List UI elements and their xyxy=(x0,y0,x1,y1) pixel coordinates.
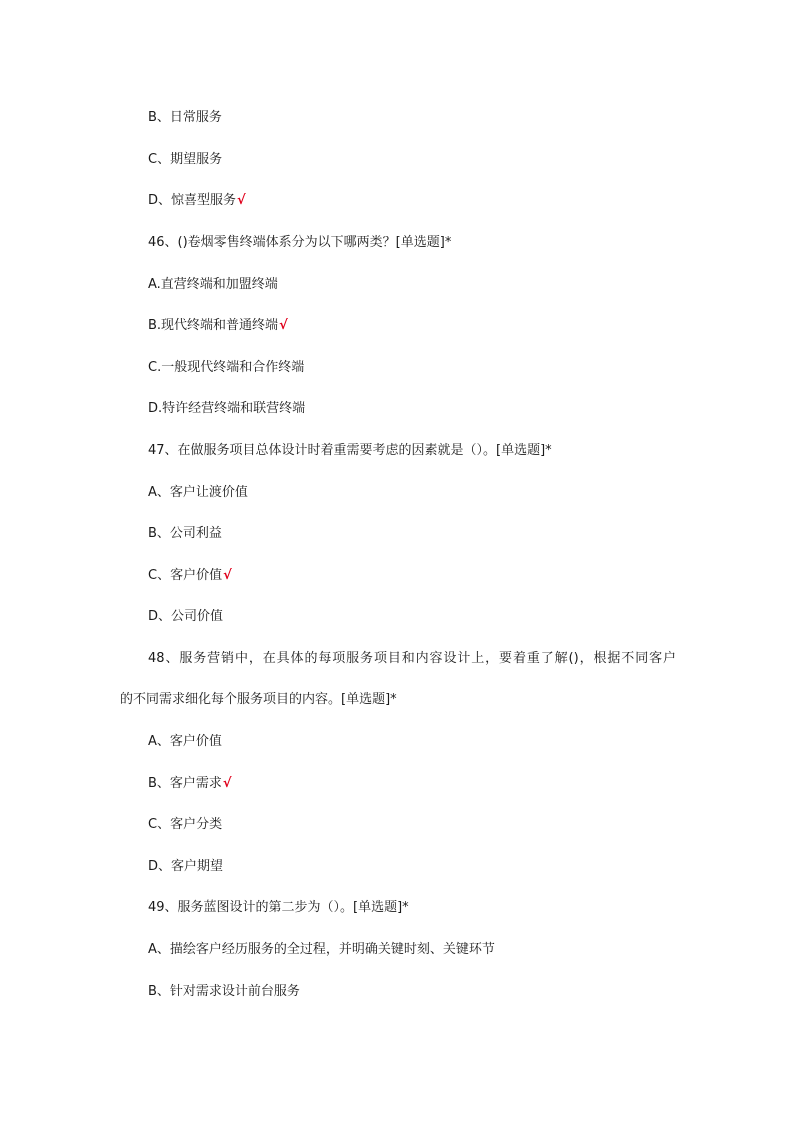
option-text: B、针对需求设计前台服务 xyxy=(148,984,300,999)
option-text: D、客户期望 xyxy=(148,859,224,874)
option-text: B.现代终端和普通终端 xyxy=(148,318,279,333)
q48-option-a xyxy=(148,733,222,751)
q45-option-c xyxy=(148,151,222,169)
correct-check-icon: √ xyxy=(222,776,232,791)
option-text: C、客户分类 xyxy=(148,817,223,832)
option-text: B、日常服务 xyxy=(148,110,222,125)
option-text: C、客户价值 xyxy=(148,568,223,583)
q47-option-d xyxy=(148,608,223,626)
q48-option-b xyxy=(148,775,232,793)
q48-option-d xyxy=(148,858,223,876)
q49-option-a xyxy=(148,941,495,959)
q47-question xyxy=(148,442,552,460)
q48-option-c xyxy=(148,816,222,834)
question-text: 的不同需求细化每个服务项目的内容。[单选题]* xyxy=(120,692,397,707)
correct-check-icon: √ xyxy=(279,318,288,333)
option-text: A、描绘客户经历服务的全过程，并明确关键时刻、关键环节 xyxy=(148,942,495,957)
option-text: A、客户价值 xyxy=(148,734,222,749)
q46-option-b xyxy=(148,317,288,335)
option-text: A、客户让渡价值 xyxy=(148,485,248,500)
correct-check-icon: √ xyxy=(223,568,232,583)
q45-option-d xyxy=(148,192,246,210)
q47-option-c xyxy=(148,567,232,585)
question-text: 48、服务营销中，在具体的每项服务项目和内容设计上，要着重了解()，根据不同客户 xyxy=(148,651,676,666)
option-text: C、期望服务 xyxy=(148,152,223,167)
question-text: 47、在做服务项目总体设计时着重需要考虑的因素就是（）。[单选题]* xyxy=(148,443,552,458)
q46-option-d xyxy=(148,400,305,418)
option-text: B、客户需求 xyxy=(148,776,222,791)
q49-question xyxy=(148,899,409,917)
option-text: D.特许经营终端和联营终端 xyxy=(148,401,306,416)
q45-option-b xyxy=(148,109,222,127)
q49-option-b xyxy=(148,983,300,1001)
question-text: 46、()卷烟零售终端体系分为以下哪两类？[单选题]* xyxy=(148,235,452,250)
option-text: C.一般现代终端和合作终端 xyxy=(148,360,305,375)
q47-option-b xyxy=(148,525,222,543)
q46-option-c xyxy=(148,359,304,377)
q46-option-a xyxy=(148,276,278,294)
q47-option-a xyxy=(148,484,248,502)
correct-check-icon: √ xyxy=(237,193,246,208)
q48-question-line1 xyxy=(148,650,676,668)
option-text: B、公司利益 xyxy=(148,526,222,541)
question-text: 49、服务蓝图设计的第二步为（）。[单选题]* xyxy=(148,900,409,915)
q48-question-line2 xyxy=(120,691,397,709)
option-text: D、惊喜型服务 xyxy=(148,193,237,208)
q46-question xyxy=(148,234,451,252)
option-text: A.直营终端和加盟终端 xyxy=(148,277,278,292)
option-text: D、公司价值 xyxy=(148,609,224,624)
